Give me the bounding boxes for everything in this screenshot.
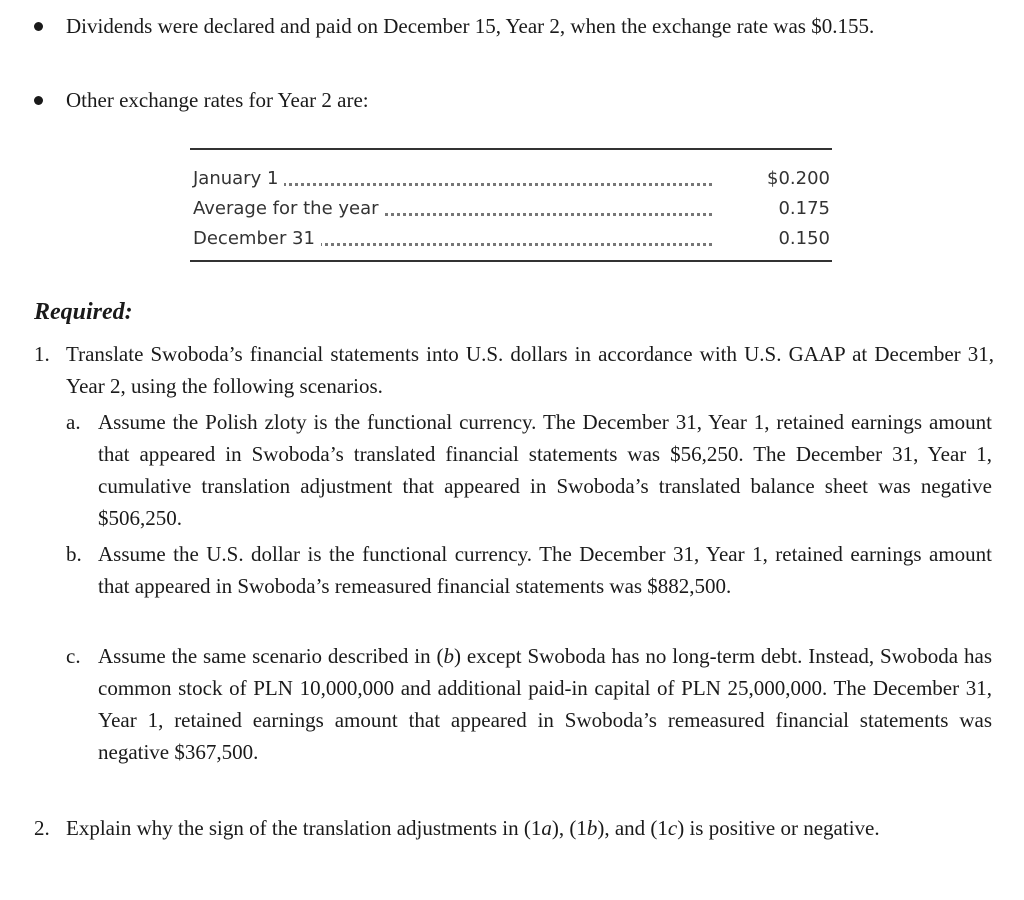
exchange-rates-table (190, 148, 832, 262)
text-segment: Explain why the sign of the translation adjustments in (1 (66, 816, 542, 840)
subquestion-a (66, 406, 992, 534)
scenario-reference: b (586, 816, 598, 840)
rate-label: Average for the year (193, 194, 385, 224)
text-segment: ) is positive or negative. (677, 816, 880, 840)
rate-label: December 31 (193, 224, 321, 254)
rate-value: 0.175 (778, 198, 830, 219)
text-segment: ), and (1 (597, 816, 668, 840)
rate-value: 0.150 (778, 228, 830, 249)
bullet-text: Dividends were declared and paid on December 15, Year 2, when the exchange rate was $0.155. (66, 14, 875, 38)
question-text (66, 812, 994, 844)
subquestion-letter: b. (66, 542, 82, 566)
text-segment: ), (1 (551, 816, 587, 840)
rate-row-december (190, 224, 832, 254)
subquestion-b (66, 538, 992, 602)
question-2 (34, 812, 994, 844)
scenario-reference: b (443, 644, 454, 668)
bullet-text: Other exchange rates for Year 2 are: (66, 88, 369, 112)
question-1 (34, 338, 994, 402)
rate-row-january (190, 164, 832, 194)
required-heading: Required: (34, 299, 133, 325)
question-number: 2. (34, 816, 50, 840)
scenario-reference: a (541, 816, 552, 840)
subquestion-text: Assume the Polish zloty is the functional currency. The December 31, Year 1, retained earnings amount that appeared in Swoboda’s translated financial statements was $56,250. The December 31, Year 1, cumulative translation adjustment that appeared in Swoboda’s translated balance sheet was negative $506,250. (98, 410, 992, 530)
rate-value: $0.200 (767, 168, 830, 189)
bullet-dot-icon (34, 22, 43, 31)
bullet-dot-icon (34, 96, 43, 105)
bullet-item-dividends (34, 10, 994, 42)
rate-row-average (190, 194, 832, 224)
text-segment: ) except Swoboda has no long-term debt. Instead, Swoboda has common stock of PLN 10,000,000 and additional paid-in capital of PLN 25,000,000. The December 31, Year 1, retained earnings amount that appeared in Swoboda’s remeasured financial statements was negative $367,500. (98, 644, 992, 764)
scenario-reference: c (667, 816, 678, 840)
subquestion-c (66, 640, 992, 768)
text-segment: Assume the same scenario described in ( (98, 644, 444, 668)
bullet-item-exchange-rates (34, 84, 994, 116)
rate-label: January 1 (193, 164, 284, 194)
subquestion-letter: c. (66, 644, 81, 668)
subquestion-text: Assume the U.S. dollar is the functional currency. The December 31, Year 1, retained earnings amount that appeared in Swoboda’s remeasured financial statements was $882,500. (98, 542, 992, 598)
question-text: Translate Swoboda’s financial statements into U.S. dollars in accordance with U.S. GAAP at December 31, Year 2, using the following scenarios. (66, 342, 994, 398)
question-number: 1. (34, 342, 50, 366)
subquestion-text (98, 640, 992, 768)
subquestion-letter: a. (66, 410, 81, 434)
